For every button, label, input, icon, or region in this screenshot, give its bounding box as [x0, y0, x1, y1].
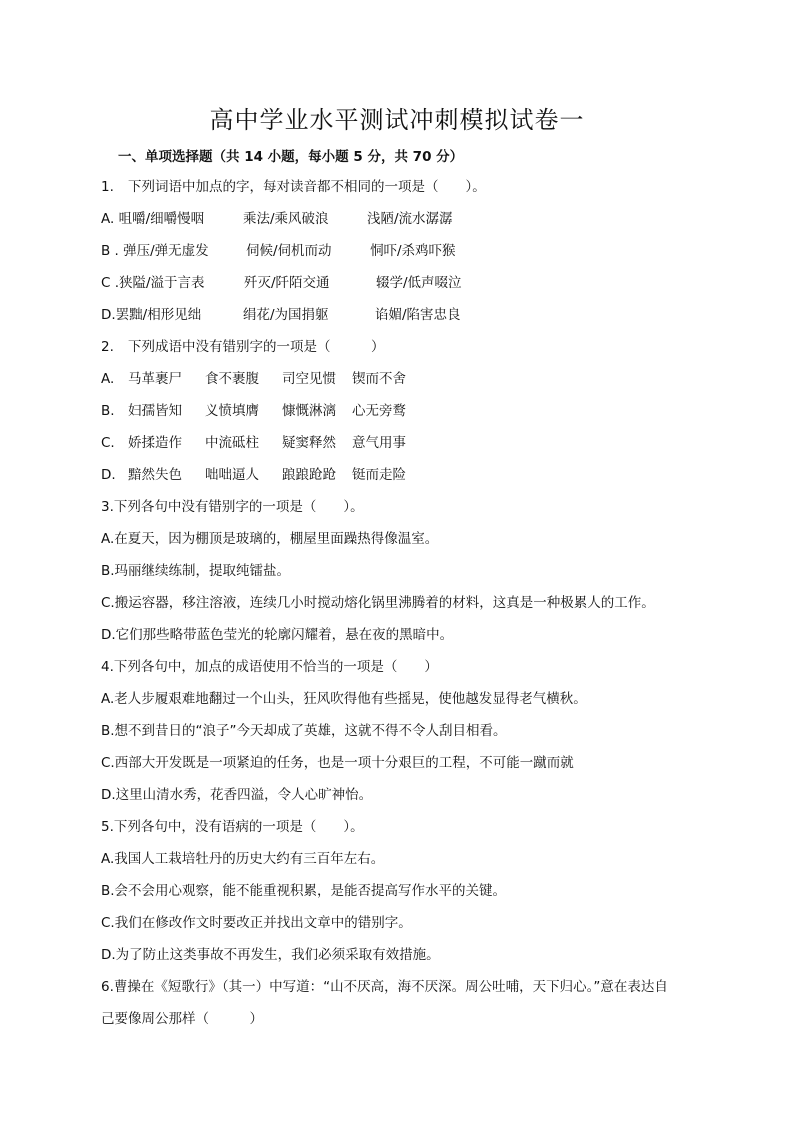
q2-option-a-item1: 马革裹尸 [128, 371, 182, 387]
q1-option-d-part3: 谄媚/陷害忠良 [375, 307, 461, 323]
q4-option-b: B.想不到昔日的“浪子”今天却成了英雄，这就不得不令人刮目相看。 [101, 723, 507, 739]
q1-option-b-part1: B . 弹压/弹无虚发 [101, 243, 209, 259]
q2-option-b-item1: 妇孺皆知 [128, 403, 182, 419]
q4-option-a: A.老人步履艰难地翻过一个山头，狂风吹得他有些摇晃，使他越发显得老气横秋。 [101, 691, 587, 707]
q1-option-d-part1: D.罢黜/相形见绌 [101, 307, 202, 323]
q1-option-b-part3: 恫吓/杀鸡吓猴 [370, 243, 456, 259]
q1-option-c-part3: 辍学/低声啜泣 [376, 275, 462, 291]
page-title: 高中学业水平测试冲刺模拟试卷一 [209, 106, 585, 134]
q3-option-c: C.搬运容器，移注溶液，连续几小时搅动熔化锅里沸腾着的材料，这真是一种极累人的工作。 [101, 595, 655, 611]
q1-option-b-part2: 伺候/伺机而动 [246, 243, 332, 259]
q3-option-d: D.它们那些略带蓝色莹光的轮廓闪耀着，悬在夜的黑暗中。 [101, 627, 454, 643]
section-header: 一、单项选择题（共 14 小题，每小题 5 分，共 70 分） [118, 149, 464, 165]
q1-number: 1. [101, 179, 114, 195]
q2-option-c-item3: 疑窦释然 [282, 435, 336, 451]
q2-option-b-item4: 心无旁鹜 [352, 403, 406, 419]
q2-option-b-item3: 慷慨淋漓 [282, 403, 336, 419]
q6-line2: 己要像周公那样（ ） [101, 1011, 263, 1027]
q2-option-c-item2: 中流砥柱 [205, 435, 259, 451]
q5-stem: 5.下列各句中，没有语病的一项是（ ）。 [101, 819, 364, 835]
q1-option-c-part2: 歼灭/阡陌交通 [244, 275, 330, 291]
q2-option-c-item4: 意气用事 [352, 435, 406, 451]
q2-option-a-item4: 锲而不舍 [352, 371, 406, 387]
q1-option-a-part1: A. 咀嚼/细嚼慢咽 [101, 211, 205, 227]
q5-option-a: A.我国人工栽培牡丹的历史大约有三百年左右。 [101, 851, 385, 867]
q2-option-d-item4: 铤而走险 [352, 467, 406, 483]
q2-option-b-item2: 义愤填膺 [205, 403, 259, 419]
q4-option-d: D.这里山清水秀，花香四溢，令人心旷神怡。 [101, 787, 373, 803]
q2-option-c-item1: 娇揉造作 [128, 435, 182, 451]
q3-stem: 3.下列各句中没有错别字的一项是（ ）。 [101, 499, 364, 515]
q2-option-a-item2: 食不裹腹 [205, 371, 259, 387]
q1-stem: 下列词语中加点的字，每对读音都不相同的一项是（ ）。 [128, 179, 486, 195]
q5-option-d: D.为了防止这类事故不再发生，我们必须采取有效措施。 [101, 947, 440, 963]
q2-option-d-label: D. [101, 467, 116, 483]
q1-option-d-part2: 绢花/为国捐躯 [243, 307, 329, 323]
q4-option-c: C.西部大开发既是一项紧迫的任务，也是一项十分艰巨的工程，不可能一蹴而就 [101, 755, 574, 771]
q3-option-a: A.在夏天，因为棚顶是玻璃的，棚屋里面躁热得像温室。 [101, 531, 439, 547]
q2-option-b-label: B. [101, 403, 115, 419]
q2-option-d-item2: 咄咄逼人 [205, 467, 259, 483]
q1-option-a-part2: 乘法/乘风破浪 [243, 211, 329, 227]
q2-option-d-item3: 踉踉跄跄 [282, 467, 336, 483]
q5-option-b: B.会不会用心观察，能不能重视积累，是能否提高写作水平的关键。 [101, 883, 507, 899]
q1-option-c-part1: C .狭隘/溢于言表 [101, 275, 205, 291]
q5-option-c: C.我们在修改作文时要改正并找出文章中的错别字。 [101, 915, 412, 931]
q4-stem: 4.下列各句中，加点的成语使用不恰当的一项是（ ） [101, 659, 438, 675]
q2-number: 2. [101, 339, 114, 355]
q2-option-c-label: C. [101, 435, 115, 451]
q6-line1: 6.曹操在《短歌行》（其一）中写道：“山不厌高，海不厌深。周公吐哺，天下归心。”意在表达自 [101, 979, 668, 995]
q2-option-a-item3: 司空见惯 [282, 371, 336, 387]
q1-option-a-part3: 浅陋/流水潺潺 [367, 211, 453, 227]
q2-option-d-item1: 黯然失色 [128, 467, 182, 483]
q2-stem: 下列成语中没有错别字的一项是（ ） [128, 339, 385, 355]
q3-option-b: B.玛丽继续练制，提取纯镭盐。 [101, 563, 291, 579]
q2-option-a-label: A. [101, 371, 115, 387]
